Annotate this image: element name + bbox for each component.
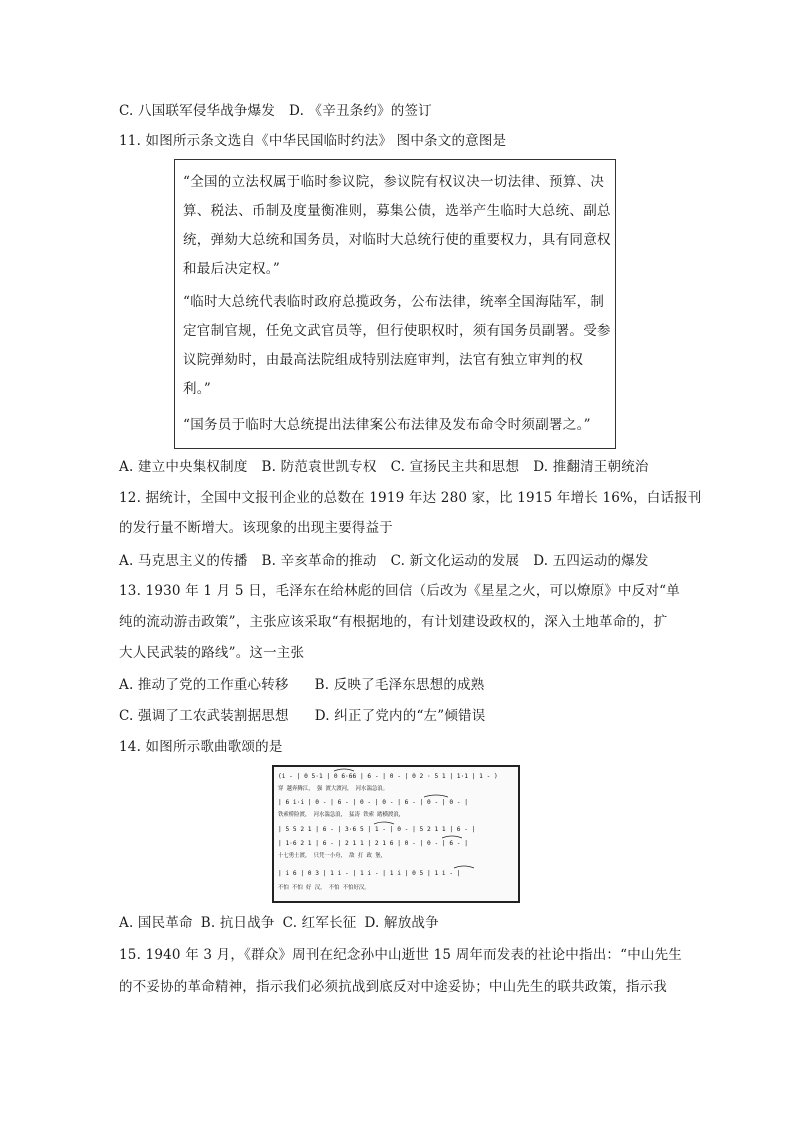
q13-stem-line-3: 大人民武装的路线”。这一主张 [119,645,305,661]
q11-stem: 11. 如图所示条文选自《中华民国临时约法》 图中条文的意图是 [119,133,507,149]
score-notes-line: | 6 i·i | 0 - | 6 - | 0 - | 0 - | 6 - | 0 - | 0 - | [278,799,468,806]
q11-options-row [119,457,649,477]
q14-options-row [119,913,439,933]
score-notes-line: | 1·6 2 1 | 6 - | 2 1 1 | 2 1 6 | 0 - | 0 - | 6 - | [278,840,468,847]
slur-mark [424,795,448,797]
quote-line: 利。” [183,381,212,397]
q12-stem-line-2: 的发行量不断增大。该现象的出现主要得益于 [119,520,393,536]
q13-option-a: A. 推动了党的工作重心转移 [119,677,289,693]
q13-options-row-2 [119,706,485,726]
song-score-image [272,765,520,903]
score-notes-line: | 5 5 2 1 | 6 - | 3·6 5 | 1 - | 0 - | 5 2 1 1 | 6 - | [278,826,476,833]
q14-option-c: C. 红军长征 [282,915,357,931]
quote-line: “全国的立法权属于临时参议院，参议院有权议决一切法律、预算、决 [183,174,605,190]
song-score-svg [274,767,518,901]
score-notes-line: (i - | 0 5·1 | 0 6·66 | 6 - | 0 - | 0 2 · 5 1 | 1·1 | 1 - ) [278,773,498,780]
score-lyrics-line: 十七勇士渡， 只凭一小舟， 敌 打 政 堡， [278,853,386,859]
quote-line: “国务员于临时大总统提出法律案公布法律及发布命令时须副署之。” [183,417,591,433]
score-lyrics-line: 铁索桥险渡， 河水湍急浪， 猛涛 铁索 踏横渡浪， [278,812,405,818]
q11-option-b: B. 防范袁世凯专权 [261,459,377,475]
q13-stem-line-1: 13. 1930 年 1 月 5 日，毛泽东在给林彪的回信（后改为《星星之火，可以燎原》中反对“单 [119,583,680,599]
q13-option-c: C. 强调了工农武装割据思想 [119,708,289,724]
q14-stem: 14. 如图所示歌曲歌颂的是 [119,739,283,755]
q12-option-d: D. 五四运动的爆发 [533,553,649,569]
q14-option-d: D. 解放战争 [364,915,439,931]
quote-line: 定官制官规，任免文武官员等，但行使职权时，须有国务员副署。受参 [183,323,611,339]
slur-mark [442,836,462,838]
q14-option-b: B. 抗日战争 [200,915,275,931]
slur-mark [374,822,394,824]
q11-option-a: A. 建立中央集权制度 [119,459,248,475]
score-lyrics-line: 不怕 不怕 好 汉， 不怕 不怕好汉。 [278,885,370,891]
q13-option-d: D. 纠正了党内的“左”倾错误 [314,708,486,724]
constitution-quote-box [174,159,616,449]
slur-mark [454,866,474,868]
q10-option-d: D. 《辛丑条约》的签订 [289,103,432,119]
q15-stem-line-1: 15. 1940 年 3 月，《群众》周刊在纪念孙中山逝世 15 周年而发表的社论中指出：“中山先生 [119,947,682,963]
slur-mark [334,769,354,771]
quote-line: “临时大总统代表临时政府总揽政务，公布法律，统率全国海陆军，制 [183,294,605,310]
q10-option-c: C. 八国联军侵华战争爆发 [119,103,276,119]
q11-option-d: D. 推翻清王朝统治 [533,459,649,475]
quote-line: 算、税法、币制及度量衡准则，募集公债，选举产生临时大总统、副总 [183,203,611,219]
q12-option-c: C. 新文化运动的发展 [390,553,520,569]
q12-option-b: B. 辛亥革命的推动 [261,553,377,569]
quote-line: 统，弹劾大总统和国务员，对临时大总统行使的重要权力，具有同意权 [183,232,611,248]
score-lyrics-line: 穿 越奔腾江， 强 渡大渡河， 河水湍急浪。 [278,786,389,792]
quote-line: 议院弹劾时，由最高法院组成特别法庭审判，法官有独立审判的权 [183,352,584,368]
q13-options-row-1 [119,675,484,695]
score-notes-line: | i 6 | 0 3 | 1 i - | 1 i - | 1 i | 0 5 | 1 i - | [278,870,461,877]
q12-stem-line-1: 12. 据统计，全国中文报刊企业的总数在 1919 年达 280 家，比 1915 年增长 16%，白话报刊 [119,490,702,506]
q12-option-a: A. 马克思主义的传播 [119,553,248,569]
quote-line: 和最后决定权。” [183,261,281,277]
q14-option-a: A. 国民革命 [119,915,193,931]
q10-options-row [119,101,432,121]
q13-option-b: B. 反映了毛泽东思想的成熟 [314,677,485,693]
q13-stem-line-2: 纯的流动游击政策”，主张应该采取“有根据地的，有计划建设政权的，深入土地革命的，扩 [119,614,668,630]
q12-options-row [119,551,649,571]
q11-option-c: C. 宣扬民主共和思想 [390,459,520,475]
q15-stem-line-2: 的不妥协的革命精神，指示我们必须抗战到底反对中途妥协；中山先生的联共政策，指示我 [119,979,667,995]
